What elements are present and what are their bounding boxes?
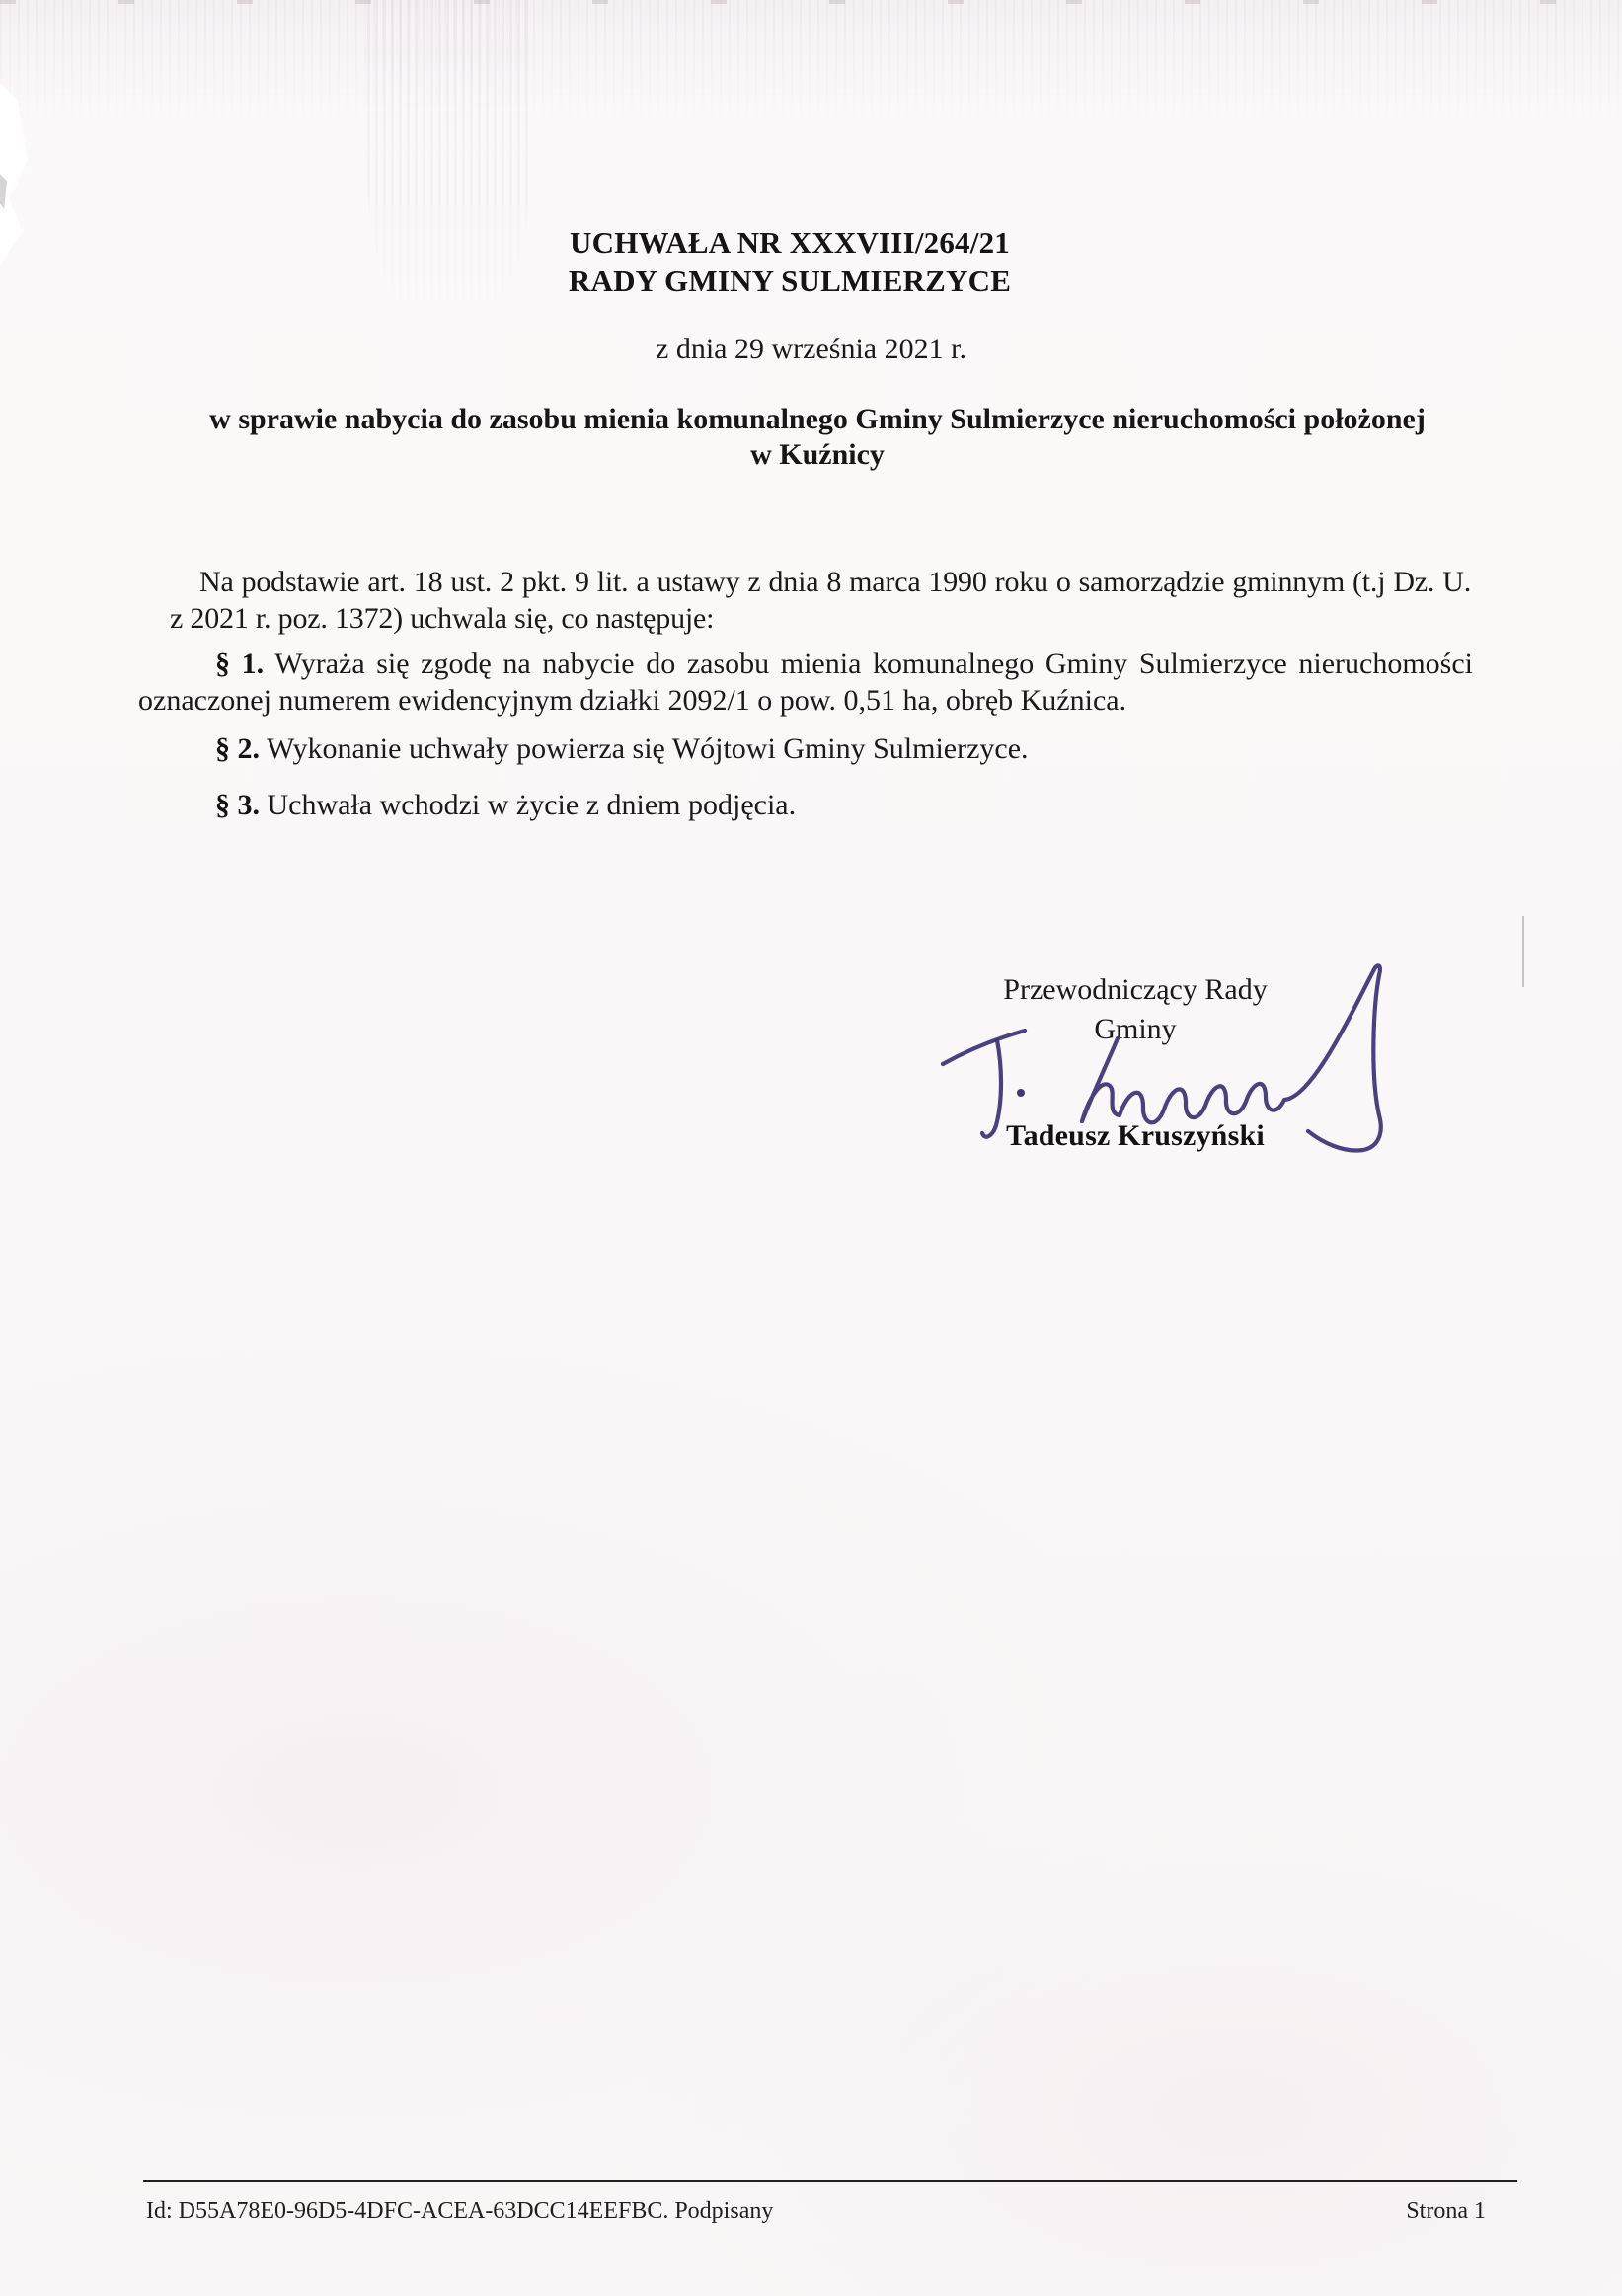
title-line-1: UCHWAŁA NR XXXVIII/264/21 <box>570 225 1010 260</box>
document-title <box>0 223 1580 300</box>
section-paragraph-2 <box>138 730 1473 767</box>
signature-role-line-1: Przewodniczący Rady <box>1003 973 1268 1006</box>
section-3-text: Uchwała wchodzi w życie z dniem podjęcia. <box>267 789 797 821</box>
footer <box>146 2196 1486 2226</box>
section-2-label: § 2. <box>215 732 260 765</box>
section-3-label: § 3. <box>215 789 260 821</box>
footer-id-text: Id: D55A78E0-96D5-4DFC-ACEA-63DCC14EEFBC. Podpisany <box>146 2198 774 2224</box>
signature-name: Tadeusz Kruszyński <box>1006 1119 1265 1152</box>
section-paragraph-1 <box>138 646 1473 719</box>
section-2-text: Wykonanie uchwały powierza się Wójtowi Gminy Sulmierzyce. <box>266 732 1029 765</box>
footer-divider <box>143 2180 1517 2182</box>
signature-dot <box>1017 1089 1025 1097</box>
subject-line-1: w sprawie nabycia do zasobu mienia komunalnego Gminy Sulmierzyce nieruchomości położonej <box>209 403 1426 435</box>
section-1-label: § 1. <box>215 648 265 680</box>
preamble-paragraph: Na podstawie art. 18 ust. 2 pkt. 9 lit. a ustawy z dnia 8 marca 1990 roku o samorządzie gminnym (t.j Dz. U. z 2021 r. poz. 1372) uchwala się, co następuje: <box>170 566 1471 635</box>
subject-line-2: w Kuźnicy <box>750 438 885 471</box>
section-1-text: Wyraża się zgodę na nabycie do zasobu mienia komunalnego Gminy Sulmierzyce nieruchomości oznaczonej numerem ewidencyjnym działki 2092/1 o pow. 0,51 ha, obręb Kuźnica. <box>138 648 1474 717</box>
signature-t-bar-stroke <box>943 1031 1025 1064</box>
subject-block <box>0 402 1622 473</box>
section-paragraph-3 <box>138 787 1473 823</box>
date-line: z dnia 29 września 2021 r. <box>656 333 966 365</box>
scan-vertical-line-artifact <box>1522 916 1524 987</box>
scan-streaks-artifact <box>0 0 1622 128</box>
footer-page-number: Strona 1 <box>1406 2198 1486 2224</box>
signature-role-line-2: Gminy <box>1094 1013 1177 1045</box>
title-line-2: RADY GMINY SULMIERZYCE <box>568 264 1012 298</box>
